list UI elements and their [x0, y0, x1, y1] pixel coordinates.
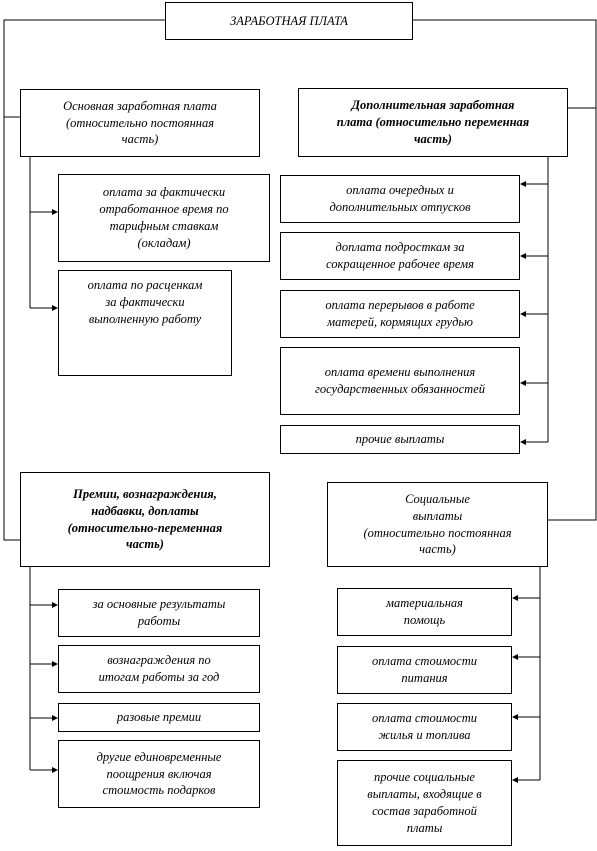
basic-item-2-text: оплата по расценкам за фактически выполненную работу: [87, 278, 203, 326]
basic-item-2: [58, 270, 232, 376]
social-item-4: [337, 760, 512, 846]
bonuses-item-4: [58, 740, 260, 808]
basic-item-1: [58, 174, 270, 262]
additional-item-1-text: оплата очередных и дополнительных отпусков: [329, 183, 471, 214]
additional-item-2: [280, 232, 520, 280]
additional-wage-heading: [298, 88, 568, 157]
social-heading: [327, 482, 548, 567]
additional-item-5-text: прочие выплаты: [355, 432, 445, 447]
title-box: [165, 2, 413, 40]
social-item-2: [337, 646, 512, 694]
social-item-3: [337, 703, 512, 751]
bonuses-item-2-text: вознаграждения по итогам работы за год: [98, 653, 220, 684]
bonuses-item-4-text: другие единовременные поощрения включая стоимость подарков: [96, 749, 222, 798]
bonuses-item-1-text: за основные результаты работы: [92, 597, 226, 628]
social-heading-text: Социальные выплаты (относительно постоянная часть): [363, 491, 512, 557]
social-item-1: [337, 588, 512, 636]
additional-item-3-text: оплата перерывов в работе матерей, кормящих грудью: [325, 298, 475, 329]
bonuses-item-2: [58, 645, 260, 693]
basic-wage-heading: [20, 89, 260, 157]
title-text: ЗАРАБОТНАЯ ПЛАТА: [230, 13, 348, 28]
additional-wage-heading-text: Дополнительная заработная плата (относительно переменная часть): [336, 98, 530, 146]
social-item-4-text: прочие социальные выплаты, входящие в состав заработной платы: [367, 770, 482, 835]
additional-item-1: [280, 175, 520, 223]
additional-item-5: [280, 425, 520, 454]
bonuses-item-1: [58, 589, 260, 637]
social-item-3-text: оплата стоимости жилья и топлива: [371, 711, 478, 742]
additional-item-4: [280, 347, 520, 415]
social-item-1-text: материальная помощь: [386, 596, 463, 627]
additional-item-4-text: оплата времени выполнения государственных обязанностей: [314, 365, 486, 396]
bonuses-heading: [20, 472, 270, 567]
social-item-2-text: оплата стоимости питания: [371, 654, 478, 685]
bonuses-heading-text: Премии, вознаграждения, надбавки, доплаты (относительно-переменная часть): [67, 486, 223, 552]
bonuses-item-3-text: разовые премии: [116, 710, 202, 725]
basic-item-1-text: оплата за фактически отработанное время по тарифным ставкам (окладам): [99, 185, 229, 250]
additional-item-3: [280, 290, 520, 338]
additional-item-2-text: доплата подросткам за сокращенное рабочее время: [326, 240, 474, 271]
basic-wage-heading-text: Основная заработная плата (относительно постоянная часть): [63, 98, 217, 147]
bonuses-item-3: [58, 703, 260, 732]
